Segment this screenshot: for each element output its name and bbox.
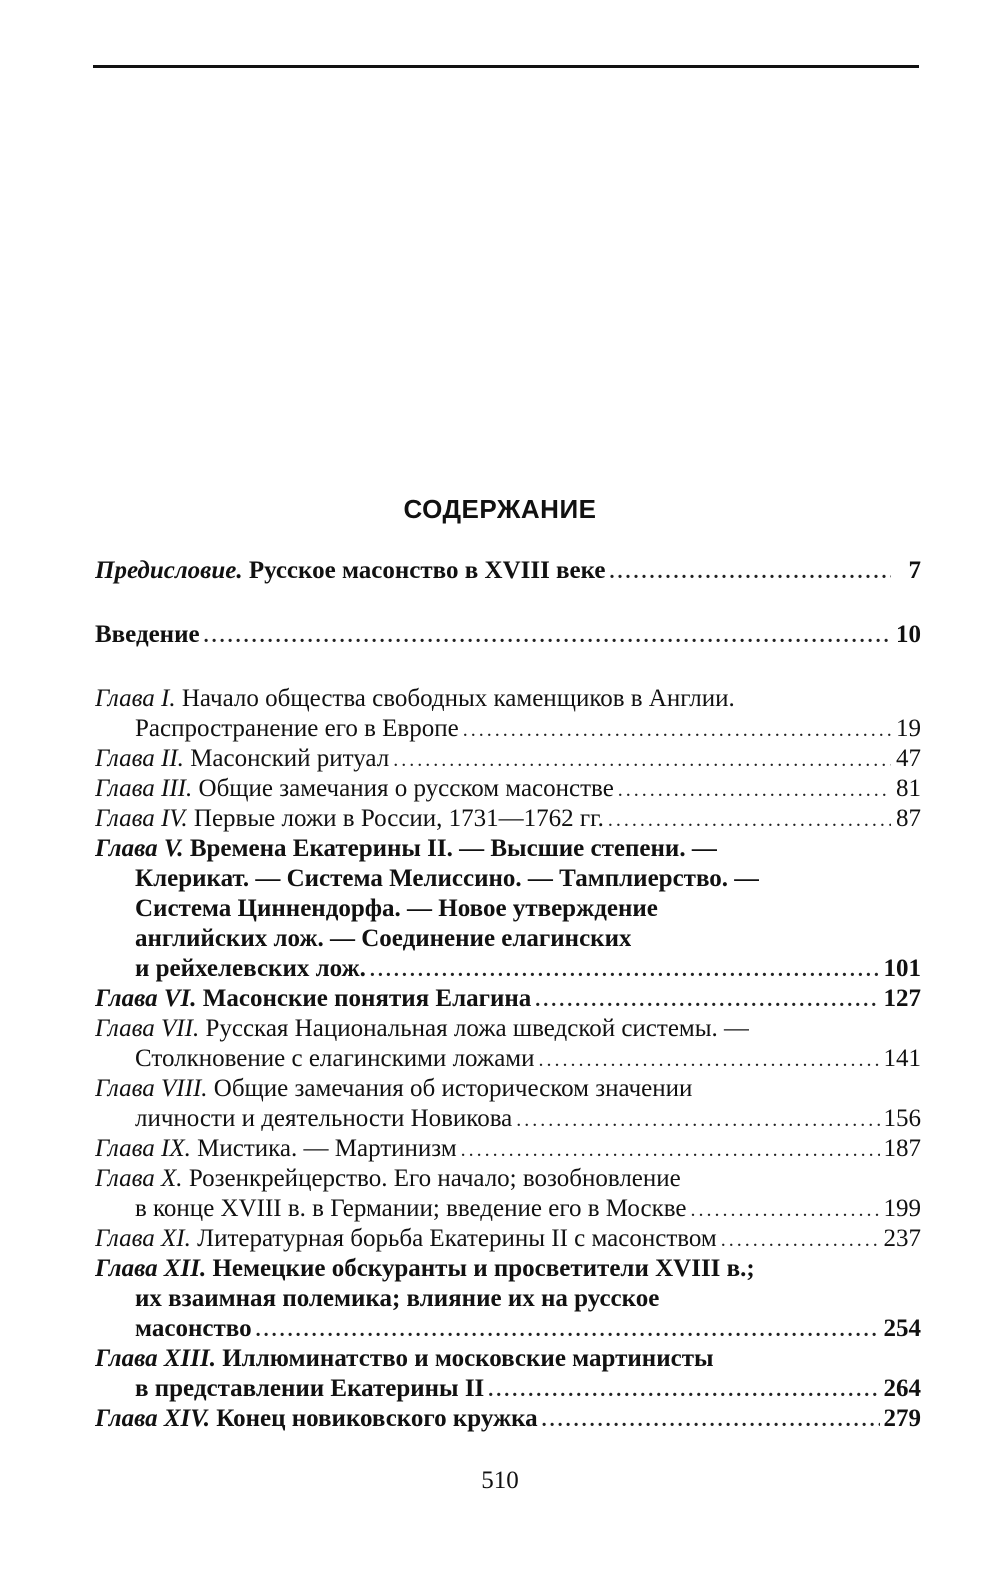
toc-entry-text: английских лож. — Соединение елагинских bbox=[135, 925, 632, 952]
toc-entry-title bbox=[95, 804, 604, 834]
toc-entry-title bbox=[95, 1134, 457, 1164]
toc-entry-title bbox=[95, 834, 717, 864]
toc-entry-title bbox=[135, 1374, 484, 1404]
leader-dots bbox=[463, 715, 891, 745]
toc-entry bbox=[95, 984, 921, 1014]
toc-entry-text: Общие замечания о русском масонстве bbox=[198, 775, 614, 802]
toc-line bbox=[95, 620, 921, 650]
table-of-contents bbox=[95, 556, 921, 1434]
toc-entry bbox=[95, 1014, 921, 1074]
toc-line bbox=[95, 744, 921, 774]
toc-entry-title bbox=[95, 774, 614, 804]
toc-line bbox=[95, 1074, 921, 1104]
toc-line bbox=[95, 1404, 921, 1434]
toc-entry-title bbox=[135, 1104, 512, 1134]
toc-entry bbox=[95, 774, 921, 804]
toc-entry bbox=[95, 1074, 921, 1134]
toc-entry-text: Конец новиковского кружка bbox=[216, 1405, 538, 1432]
leader-dots bbox=[610, 557, 891, 587]
toc-line bbox=[95, 556, 921, 586]
chapter-prefix: Глава V. bbox=[95, 835, 184, 862]
leader-dots bbox=[393, 745, 891, 775]
toc-line bbox=[95, 804, 921, 834]
toc-page-number: 7 bbox=[908, 557, 921, 584]
chapter-prefix: Глава XII. bbox=[95, 1255, 207, 1282]
leader-dots bbox=[539, 1045, 880, 1075]
toc-entry-title bbox=[135, 894, 658, 924]
toc-entry-text: Распространение его в Европе bbox=[135, 715, 459, 742]
toc-line bbox=[95, 834, 921, 864]
toc-line bbox=[95, 1374, 921, 1404]
toc-entry-title bbox=[95, 1224, 717, 1254]
toc-entry-text: Столкновение с елагинскими ложами bbox=[135, 1045, 535, 1072]
chapter-prefix: Глава I. bbox=[95, 685, 176, 712]
toc-entry-title bbox=[95, 684, 735, 714]
chapter-prefix: Глава VII. bbox=[95, 1015, 200, 1042]
chapter-prefix: Глава II. bbox=[95, 745, 184, 772]
toc-entry-text: в представлении Екатерины II bbox=[135, 1375, 485, 1402]
toc-page-number: 10 bbox=[896, 621, 921, 648]
toc-line bbox=[95, 714, 921, 744]
toc-entry bbox=[95, 684, 921, 744]
toc-line bbox=[95, 1014, 921, 1044]
toc-page-number: 101 bbox=[883, 955, 921, 982]
toc-entry-text: личности и деятельности Новикова bbox=[135, 1105, 513, 1132]
toc-entry-text: Русская Национальная ложа шведской системы. — bbox=[205, 1015, 750, 1042]
leader-dots bbox=[256, 1315, 880, 1345]
toc-entry bbox=[95, 834, 921, 984]
toc-line bbox=[95, 1164, 921, 1194]
toc-line bbox=[95, 954, 921, 984]
toc-page-number: 279 bbox=[883, 1405, 921, 1432]
toc-entry-text: Литературная борьба Екатерины II с масонством bbox=[197, 1225, 717, 1252]
leader-dots bbox=[542, 1405, 880, 1435]
chapter-prefix: Глава VIII. bbox=[95, 1075, 208, 1102]
toc-line bbox=[95, 984, 921, 1014]
toc-entry-text: их взаимная полемика; влияние их на русское bbox=[135, 1285, 660, 1312]
toc-entry bbox=[95, 1164, 921, 1224]
toc-page-number: 87 bbox=[896, 805, 921, 832]
toc-line bbox=[95, 1104, 921, 1134]
toc-page-number: 254 bbox=[883, 1315, 921, 1342]
toc-entry bbox=[95, 744, 921, 774]
chapter-prefix: Глава III. bbox=[95, 775, 193, 802]
chapter-prefix: Глава X. bbox=[95, 1165, 183, 1192]
toc-page-number: 47 bbox=[896, 745, 921, 772]
toc-entry-title bbox=[95, 1074, 692, 1104]
toc-entry-title bbox=[95, 1014, 749, 1044]
toc-entry-text: Времена Екатерины II. — Высшие степени. — bbox=[189, 835, 717, 862]
page-number: 510 bbox=[481, 1467, 519, 1494]
toc-entry-text: и рейхелевских лож. bbox=[135, 955, 366, 982]
toc-page-number: 156 bbox=[883, 1105, 921, 1132]
chapter-prefix: Глава IX. bbox=[95, 1135, 191, 1162]
toc-entry bbox=[95, 1254, 921, 1344]
toc-entry-text: Масонские понятия Елагина bbox=[202, 985, 532, 1012]
chapter-prefix: Глава XI. bbox=[95, 1225, 191, 1252]
chapter-prefix: Глава XIII. bbox=[95, 1345, 216, 1372]
chapter-prefix: Предисловие. bbox=[95, 557, 243, 584]
toc-line bbox=[95, 864, 921, 894]
toc-entry-title bbox=[135, 924, 631, 954]
toc-page-number: 187 bbox=[883, 1135, 921, 1162]
toc-entry-title bbox=[95, 1404, 538, 1434]
toc-entry-text: масонство bbox=[135, 1315, 252, 1342]
toc-entry-text: Введение bbox=[95, 621, 200, 648]
toc-entry-text: Мистика. — Мартинизм bbox=[197, 1135, 457, 1162]
toc-entry-text: Клерикат. — Система Мелиссино. — Тамплиерство. — bbox=[135, 865, 760, 892]
toc-entry-title bbox=[95, 744, 389, 774]
toc-entry-title bbox=[135, 1314, 252, 1344]
toc-entry-title bbox=[135, 714, 459, 744]
toc-entry-text: Начало общества свободных каменщиков в Англии. bbox=[181, 685, 735, 712]
toc-line bbox=[95, 894, 921, 924]
leader-dots bbox=[370, 955, 880, 985]
toc-line bbox=[95, 684, 921, 714]
toc-entry-text: Розенкрейцерство. Его начало; возобновление bbox=[188, 1165, 681, 1192]
header-rule bbox=[93, 65, 919, 68]
toc-entry-title bbox=[95, 1254, 755, 1284]
chapter-prefix: Глава XIV. bbox=[95, 1405, 210, 1432]
toc-heading: СОДЕРЖАНИЕ bbox=[403, 494, 597, 524]
toc-entry-title bbox=[135, 1044, 535, 1074]
toc-entry bbox=[95, 620, 921, 650]
toc-entry-title bbox=[95, 984, 531, 1014]
toc-entry bbox=[95, 1134, 921, 1164]
toc-page-number: 264 bbox=[883, 1375, 921, 1402]
toc-entry-title bbox=[135, 864, 759, 894]
toc-entry bbox=[95, 1344, 921, 1404]
toc-line bbox=[95, 1044, 921, 1074]
toc-entry-text: Система Циннендорфа. — Новое утверждение bbox=[135, 895, 658, 922]
toc-entry-text: Русское масонство в XVIII веке bbox=[248, 557, 606, 584]
toc-page-number: 141 bbox=[883, 1045, 921, 1072]
toc-page-number: 81 bbox=[896, 775, 921, 802]
leader-dots bbox=[721, 1225, 880, 1255]
toc-entry-title bbox=[135, 1284, 659, 1314]
toc-line bbox=[95, 1134, 921, 1164]
toc-line bbox=[95, 1254, 921, 1284]
chapter-prefix: Глава VI. bbox=[95, 985, 197, 1012]
leader-dots bbox=[608, 805, 891, 835]
leader-dots bbox=[204, 621, 891, 651]
toc-entry bbox=[95, 1404, 921, 1434]
toc-line bbox=[95, 1224, 921, 1254]
leader-dots bbox=[516, 1105, 879, 1135]
leader-dots bbox=[535, 985, 879, 1015]
toc-page-number: 199 bbox=[883, 1195, 921, 1222]
leader-dots bbox=[461, 1135, 880, 1165]
leader-dots bbox=[488, 1375, 879, 1405]
toc-entry-text: Немецкие обскуранты и просветители XVIII в.; bbox=[212, 1255, 755, 1282]
toc-entry bbox=[95, 1224, 921, 1254]
toc-line bbox=[95, 774, 921, 804]
leader-dots bbox=[690, 1195, 879, 1225]
toc-page-number: 237 bbox=[883, 1225, 921, 1252]
toc-entry-title bbox=[95, 620, 200, 650]
toc-entry-text: Общие замечания об историческом значении bbox=[213, 1075, 693, 1102]
chapter-prefix: Глава IV. bbox=[95, 805, 188, 832]
toc-entry bbox=[95, 804, 921, 834]
toc-line bbox=[95, 1314, 921, 1344]
toc-page-number: 19 bbox=[896, 715, 921, 742]
leader-dots bbox=[618, 775, 891, 805]
toc-entry bbox=[95, 556, 921, 586]
toc-page-number: 127 bbox=[883, 985, 921, 1012]
toc-line bbox=[95, 924, 921, 954]
toc-entry-title bbox=[95, 556, 606, 586]
toc-entry-text: Иллюминатство и московские мартинисты bbox=[222, 1345, 714, 1372]
toc-entry-text: Первые ложи в России, 1731—1762 гг. bbox=[193, 805, 604, 832]
toc-line bbox=[95, 1344, 921, 1374]
toc-entry-title bbox=[95, 1164, 681, 1194]
toc-line bbox=[95, 1284, 921, 1314]
toc-entry-title bbox=[135, 1194, 686, 1224]
toc-entry-title bbox=[135, 954, 366, 984]
toc-entry-title bbox=[95, 1344, 714, 1374]
toc-entry-text: в конце XVIII в. в Германии; введение его в Москве bbox=[135, 1195, 687, 1222]
toc-line bbox=[95, 1194, 921, 1224]
toc-entry-text: Масонский ритуал bbox=[190, 745, 390, 772]
